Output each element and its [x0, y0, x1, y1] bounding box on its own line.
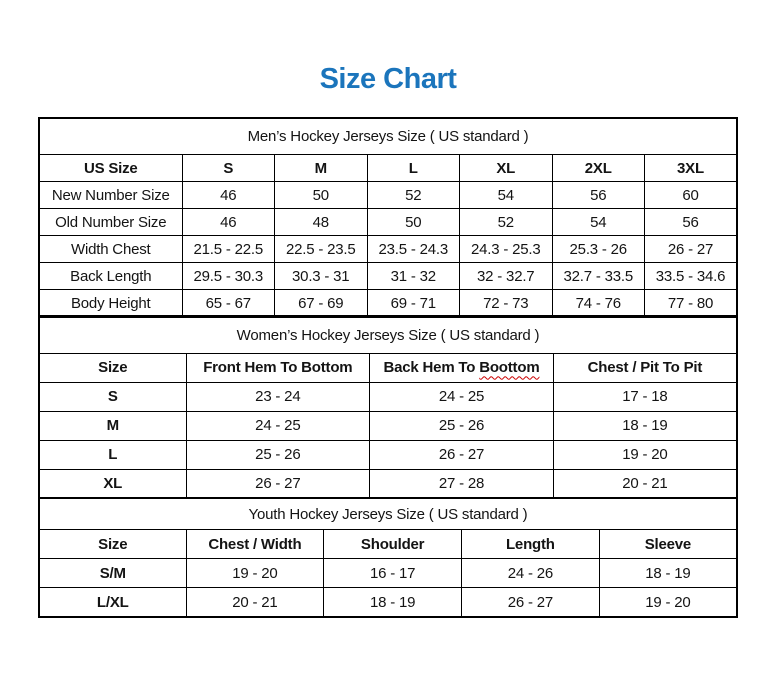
size-value: 16 - 17: [324, 559, 462, 588]
column-header: Sleeve: [599, 530, 737, 559]
size-value: 18 - 19: [553, 411, 737, 440]
youth-header-row: [39, 530, 737, 559]
row-label: L: [39, 440, 186, 469]
column-header: Length: [462, 530, 600, 559]
column-header: 3XL: [645, 155, 738, 182]
size-value: 32 - 32.7: [460, 263, 553, 290]
youth-section-prefix: Youth: [248, 505, 286, 523]
size-value: 52: [460, 209, 553, 236]
womens-size-table: [38, 315, 738, 499]
mens-size-table: [38, 117, 738, 318]
size-value: 25.3 - 26: [552, 236, 645, 263]
size-value: 27 - 28: [370, 469, 554, 498]
size-value: 30.3 - 31: [275, 263, 368, 290]
spellcheck-underlined-word: Boottom: [479, 359, 540, 377]
size-value: 56: [645, 209, 738, 236]
column-header: M: [275, 155, 368, 182]
size-chart-container: [38, 117, 738, 618]
womens-section-row: [39, 316, 737, 353]
size-value: 77 - 80: [645, 290, 738, 317]
size-value: 74 - 76: [552, 290, 645, 317]
column-header: Size: [39, 353, 186, 382]
column-header: L: [367, 155, 460, 182]
mens-section-prefix: Men’s: [247, 128, 287, 146]
table-row: [39, 236, 737, 263]
size-value: 26 - 27: [186, 469, 370, 498]
womens-section-rest: Hockey Jerseys Size ( US standard ): [297, 326, 540, 344]
size-value: 60: [645, 182, 738, 209]
table-row: [39, 182, 737, 209]
womens-section-header: [39, 316, 737, 353]
column-header: US Size: [39, 155, 182, 182]
column-header: 2XL: [552, 155, 645, 182]
size-value: 50: [275, 182, 368, 209]
size-value: 19 - 20: [553, 440, 737, 469]
row-label: Body Height: [39, 290, 182, 317]
column-header: Chest / Pit To Pit: [553, 353, 737, 382]
size-value: 29.5 - 30.3: [182, 263, 275, 290]
mens-section-rest: Hockey Jerseys Size ( US standard ): [286, 128, 529, 146]
size-value: 26 - 27: [370, 440, 554, 469]
size-value: 72 - 73: [460, 290, 553, 317]
table-row: [39, 209, 737, 236]
table-row: [39, 382, 737, 411]
youth-size-table: [38, 497, 738, 618]
womens-section-prefix: Women’s: [236, 326, 298, 344]
size-value: 24 - 26: [462, 559, 600, 588]
size-value: 17 - 18: [553, 382, 737, 411]
size-value: 46: [182, 182, 275, 209]
column-header: Shoulder: [324, 530, 462, 559]
column-header-misspelled: [370, 353, 554, 382]
size-value: 26 - 27: [645, 236, 738, 263]
mens-header-row: [39, 155, 737, 182]
size-value: 67 - 69: [275, 290, 368, 317]
size-value: 25 - 26: [186, 440, 370, 469]
mens-section-row: [39, 118, 737, 155]
size-value: 19 - 20: [186, 559, 324, 588]
table-row: [39, 263, 737, 290]
size-value: 24 - 25: [186, 411, 370, 440]
row-label: L/XL: [39, 588, 186, 617]
size-value: 23 - 24: [186, 382, 370, 411]
column-header: Chest / Width: [186, 530, 324, 559]
column-header: Front Hem To Bottom: [186, 353, 370, 382]
youth-section-rest: Hockey Jerseys Size ( US standard ): [285, 505, 528, 523]
size-value: 24 - 25: [370, 382, 554, 411]
column-header: S: [182, 155, 275, 182]
table-row: [39, 440, 737, 469]
size-value: 21.5 - 22.5: [182, 236, 275, 263]
size-value: 54: [460, 182, 553, 209]
row-label: S/M: [39, 559, 186, 588]
size-value: 20 - 21: [186, 588, 324, 617]
size-value: 31 - 32: [367, 263, 460, 290]
size-value: 25 - 26: [370, 411, 554, 440]
size-value: 24.3 - 25.3: [460, 236, 553, 263]
size-value: 65 - 67: [182, 290, 275, 317]
size-value: 32.7 - 33.5: [552, 263, 645, 290]
youth-section-header: [39, 498, 737, 530]
page-title: Size Chart: [319, 63, 457, 95]
size-value: 50: [367, 209, 460, 236]
back-hem-prefix: Back Hem To: [383, 359, 480, 377]
youth-section-row: [39, 498, 737, 530]
row-label: New Number Size: [39, 182, 182, 209]
size-value: 22.5 - 23.5: [275, 236, 368, 263]
size-value: 33.5 - 34.6: [645, 263, 738, 290]
size-value: 56: [552, 182, 645, 209]
table-row: [39, 469, 737, 498]
size-value: 69 - 71: [367, 290, 460, 317]
row-label: S: [39, 382, 186, 411]
row-label: XL: [39, 469, 186, 498]
size-value: 52: [367, 182, 460, 209]
row-label: M: [39, 411, 186, 440]
table-row: [39, 588, 737, 617]
size-value: 26 - 27: [462, 588, 600, 617]
size-value: 46: [182, 209, 275, 236]
table-row: [39, 559, 737, 588]
row-label: Width Chest: [39, 236, 182, 263]
size-value: 54: [552, 209, 645, 236]
row-label: Back Length: [39, 263, 182, 290]
size-value: 20 - 21: [553, 469, 737, 498]
mens-section-header: [39, 118, 737, 155]
table-row: [39, 290, 737, 317]
size-value: 23.5 - 24.3: [367, 236, 460, 263]
size-value: 18 - 19: [324, 588, 462, 617]
row-label: Old Number Size: [39, 209, 182, 236]
womens-header-row: [39, 353, 737, 382]
table-row: [39, 411, 737, 440]
size-value: 19 - 20: [599, 588, 737, 617]
size-value: 48: [275, 209, 368, 236]
column-header: XL: [460, 155, 553, 182]
size-value: 18 - 19: [599, 559, 737, 588]
column-header: Size: [39, 530, 186, 559]
